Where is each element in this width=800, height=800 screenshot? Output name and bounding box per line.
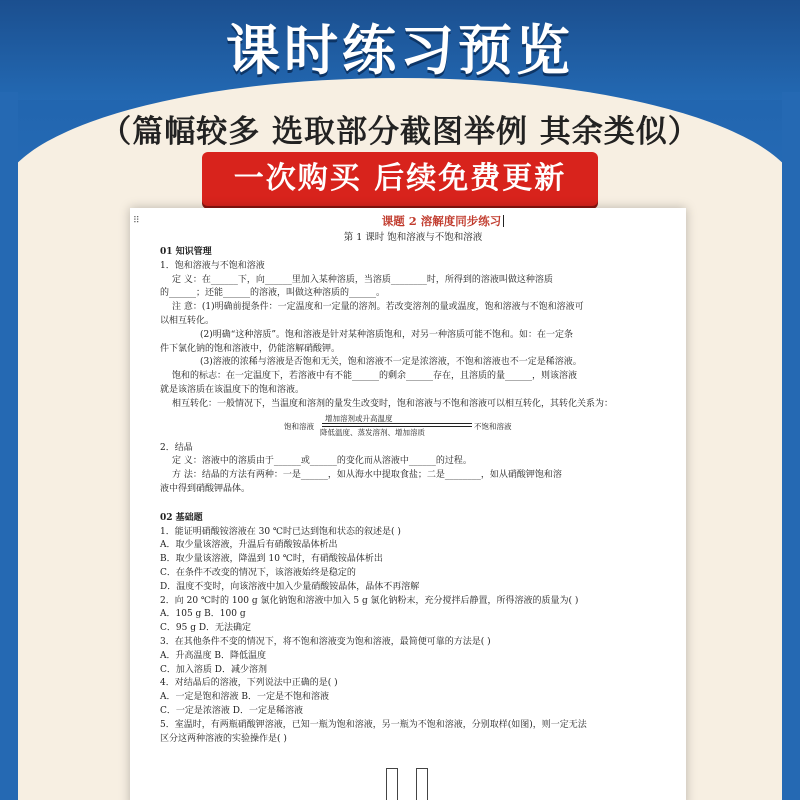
doc-line: 定 义：在______下，向______里加入某种溶质，当溶质________时，所得到的溶液叫做这种溶质 [172, 274, 553, 285]
document-page [130, 208, 686, 800]
doc-line: 2．向 20 ℃时的 100 g 氯化钠饱和溶液中加入 5 g 氯化钠粉末，充分搅拌后静置，所得溶液的质量为( ) [160, 595, 579, 606]
banner-title: 课时练习预览 [226, 19, 574, 82]
conversion-diagram [160, 414, 666, 438]
drag-handle-icon[interactable]: ⠿ [133, 216, 140, 226]
diagram-right-label: 不饱和溶液 [474, 421, 512, 431]
promo-badge: 一次购买 后续免费更新 [202, 152, 598, 206]
diagram-left-label: 饱和溶液 [284, 421, 314, 431]
doc-line: 注 意：(1)明确前提条件：一定温度和一定量的溶剂。若改变溶剂的量或温度，饱和溶液与不饱和溶液可 [172, 302, 584, 313]
doc-line: C．一定是浓溶液 D．一定是稀溶液 [160, 705, 303, 716]
doc-line: 件下氯化钠的饱和溶液中，仍能溶解硝酸钾。 [160, 343, 341, 354]
knowledge-section [160, 246, 666, 412]
doc-line: 2．结晶 [160, 442, 193, 453]
doc-line: B．取少量该溶液，降温到 10 ℃时，有硝酸铵晶体析出 [160, 554, 383, 565]
doc-line: 饱和的标志：在一定温度下，若溶液中有不能______的剩余______存在，且溶质的量______，则该溶液 [172, 371, 578, 382]
doc-line: 就是该溶质在该温度下的饱和溶液。 [160, 384, 305, 395]
diagram-top-label: 增加溶剂或升高温度 [325, 413, 393, 423]
doc-line: 相互转化：一般情况下，当温度和溶剂的量发生改变时，饱和溶液与不饱和溶液可以相互转化，其转化关系为： [172, 398, 614, 409]
doc-line: C．在条件不改变的情况下，该溶液始终是稳定的 [160, 567, 356, 578]
test-tube [416, 768, 428, 800]
doc-subtitle: 第 1 课时 饱和溶液与不饱和溶液 [343, 232, 483, 243]
doc-line: 以相互转化。 [160, 315, 215, 326]
basic-questions-section [160, 512, 666, 747]
doc-line: 01 知识管理 [160, 247, 212, 257]
text-cursor [503, 215, 504, 227]
doc-line: 1．饱和溶液与不饱和溶液 [160, 260, 265, 271]
doc-line: 区分这两种溶液的实验操作是( ) [160, 733, 287, 744]
doc-line: 1．能证明硝酸铵溶液在 30 ℃时已达到饱和状态的叙述是( ) [160, 526, 401, 537]
crystallization-section [160, 442, 666, 497]
doc-line: A．升高温度 B．降低温度 [160, 650, 266, 661]
doc-title-text: 课题 2 溶解度同步练习 [381, 214, 502, 228]
test-tube [386, 768, 398, 800]
doc-line: 定 义：溶液中的溶质由于______或______的变化而从溶液中______的过程。 [172, 456, 472, 467]
right-border [782, 92, 800, 800]
doc-line: 方 法：结晶的方法有两种：一是______，如从海水中提取食盐；二是________，如从硝酸钾饱和溶 [172, 470, 562, 481]
doc-line: (2)明确“这种溶质”。饱和溶液是针对某种溶质饱和，对另一种溶质可能不饱和。如：在一定条 [200, 329, 573, 340]
doc-title [220, 212, 666, 230]
test-tubes-figure [386, 768, 466, 800]
banner-subtitle: （篇幅较多 选取部分截图举例 其余类似） [100, 114, 700, 150]
doc-line: 5．室温时，有两瓶硝酸钾溶液，已知一瓶为饱和溶液，另一瓶为不饱和溶液，分别取样(如图)，则一定无法 [160, 719, 587, 730]
doc-line: A．取少量该溶液，升温后有硝酸铵晶体析出 [160, 540, 338, 551]
doc-line: 02 基础题 [160, 512, 203, 523]
doc-line: 液中得到硝酸钾晶体。 [160, 483, 251, 494]
doc-line: D．温度不变时，向该溶液中加入少量硝酸铵晶体，晶体不再溶解 [160, 581, 420, 592]
doc-line: 3．在其他条件不变的情况下，将不饱和溶液变为饱和溶液，最简便可靠的方法是( ) [160, 636, 491, 647]
doc-line: 4．对结晶后的溶液，下列说法中正确的是( ) [160, 678, 338, 689]
left-border [0, 92, 18, 800]
spacer [160, 497, 666, 511]
doc-line: C．加入溶质 D．减少溶剂 [160, 664, 267, 675]
diagram-bottom-label: 降低温度、蒸发溶剂、增加溶质 [320, 427, 425, 437]
doc-line: A．一定是饱和溶液 B．一定是不饱和溶液 [160, 692, 329, 703]
doc-line: C．95 g D．无法确定 [160, 623, 252, 634]
doc-line: (3)溶液的浓稀与溶液是否饱和无关，饱和溶液不一定是浓溶液，不饱和溶液也不一定是稀溶液。 [200, 357, 582, 368]
doc-line: A．105 g B．100 g [160, 609, 246, 620]
doc-line: 的______；还能______的溶液，叫做这种溶质的______。 [160, 288, 386, 299]
arrow-forward [322, 423, 472, 424]
